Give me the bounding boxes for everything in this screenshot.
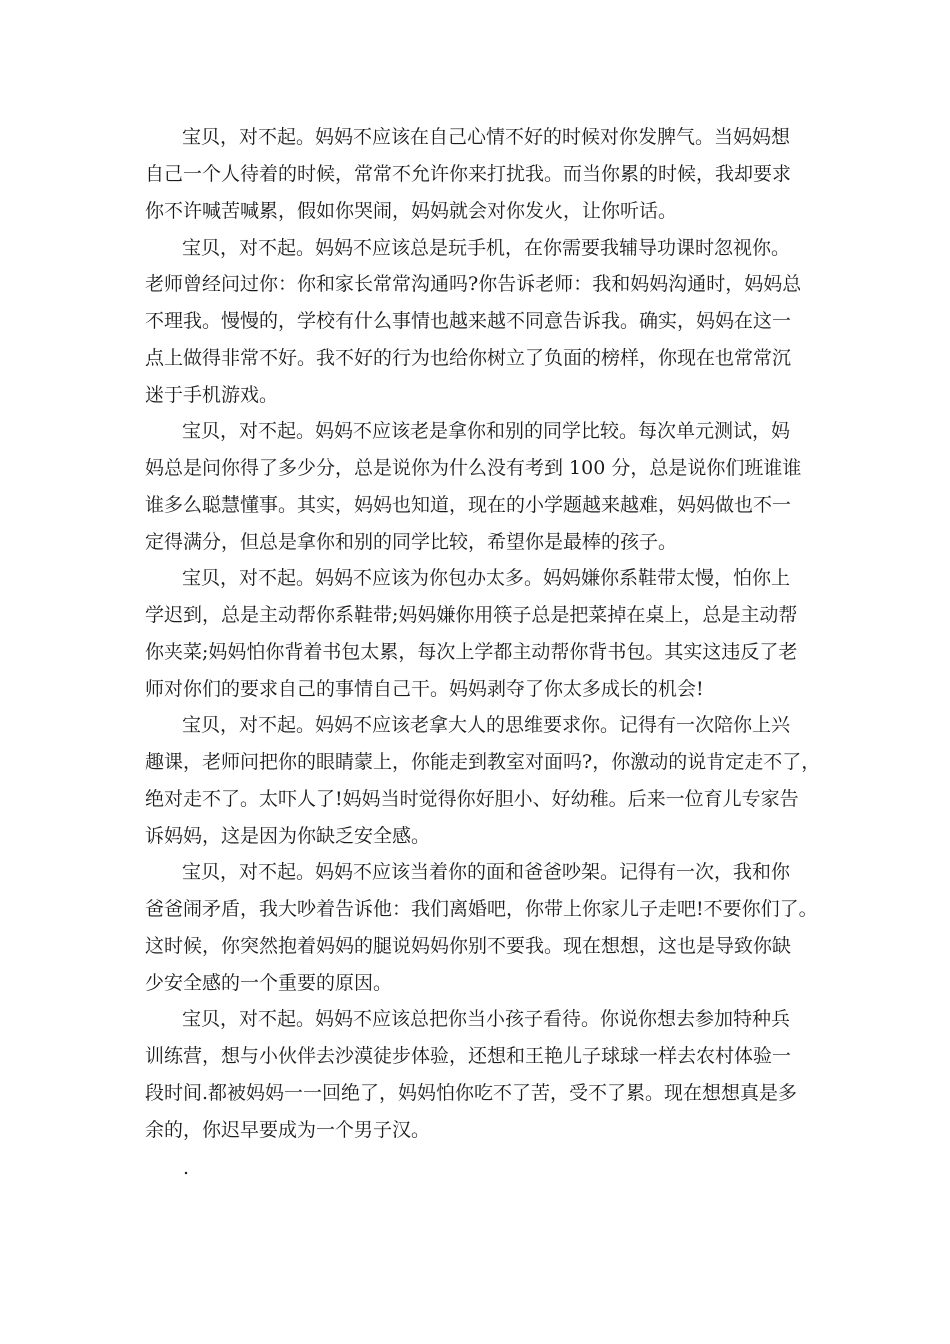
- text-line: 宝贝，对不起。妈妈不应该总把你当小孩子看待。你说你想去参加特种兵: [182, 1008, 791, 1030]
- text-line: 宝贝，对不起。妈妈不应该在自己心情不好的时候对你发脾气。当妈妈想: [182, 126, 791, 148]
- text-line: 宝贝，对不起。妈妈不应该老是拿你和别的同学比较。每次单元测试，妈: [182, 420, 791, 442]
- text-line: 宝贝，对不起。妈妈不应该为你包办太多。妈妈嫌你系鞋带太慢，怕你上: [182, 567, 791, 589]
- text-line: 宝贝，对不起。妈妈不应该当着你的面和爸爸吵架。记得有一次，我和你: [182, 861, 791, 883]
- text-line: 绝对走不了。太吓人了!妈妈当时觉得你好胆小、好幼稚。后来一位育儿专家告: [145, 788, 799, 810]
- text-line: 点上做得非常不好。我不好的行为也给你树立了负面的榜样，你现在也常常沉: [145, 347, 792, 369]
- text-line: 学迟到，总是主动帮你系鞋带;妈妈嫌你用筷子总是把菜掉在桌上，总是主动帮: [145, 604, 798, 626]
- text-line: 妈总是问你得了多少分，总是说你为什么没有考到 100 分，总是说你们班谁谁: [145, 457, 802, 479]
- text-line: 宝贝，对不起。妈妈不应该老拿大人的思维要求你。记得有一次陪你上兴: [182, 714, 791, 736]
- trailing-dot: .: [183, 1157, 190, 1179]
- text-line: 训练营，想与小伙伴去沙漠徒步体验，还想和王艳儿子球球一样去农村体验一: [145, 1045, 792, 1067]
- text-line: 你不许喊苦喊累，假如你哭闹，妈妈就会对你发火，让你听话。: [145, 200, 678, 222]
- text-line: 诉妈妈，这是因为你缺乏安全感。: [145, 825, 431, 847]
- text-line: 段时间.都被妈妈一一回绝了，妈妈怕你吃不了苦，受不了累。现在想想真是多: [145, 1082, 798, 1104]
- text-line: 师对你们的要求自己的事情自己干。妈妈剥夺了你太多成长的机会!: [145, 678, 704, 700]
- text-line: 迷于手机游戏。: [145, 384, 279, 406]
- text-line: 定得满分，但总是拿你和别的同学比较，希望你是最棒的孩子。: [145, 531, 678, 553]
- text-line: 不理我。慢慢的，学校有什么事情也越来越不同意告诉我。确实，妈妈在这一: [145, 310, 792, 332]
- text-line: 你夹菜;妈妈怕你背着书包太累，每次上学都主动帮你背书包。其实这违反了老: [145, 641, 798, 663]
- text-line: 老师曾经问过你：你和家长常常沟通吗?你告诉老师：我和妈妈沟通时，妈妈总: [145, 273, 802, 295]
- text-line: 趣课，老师问把你的眼睛蒙上，你能走到教室对面吗?，你激动的说肯定走不了，: [145, 751, 821, 773]
- text-line: 宝贝，对不起。妈妈不应该总是玩手机，在你需要我辅导功课时忽视你。: [182, 237, 791, 259]
- text-line: 谁多么聪慧懂事。其实，妈妈也知道，现在的小学题越来越难，妈妈做也不一: [145, 494, 792, 516]
- text-line: 这时候，你突然抱着妈妈的腿说妈妈你别不要我。现在想想，这也是导致你缺: [145, 935, 792, 957]
- text-line: 爸爸闹矛盾，我大吵着告诉他：我们离婚吧，你带上你家儿子走吧!不要你们了。: [145, 898, 818, 920]
- text-line: 少安全感的一个重要的原因。: [145, 972, 393, 994]
- text-line: 自己一个人待着的时候，常常不允许你来打扰我。而当你累的时候，我却要求: [145, 163, 792, 185]
- text-line: 余的，你迟早要成为一个男子汉。: [145, 1119, 431, 1141]
